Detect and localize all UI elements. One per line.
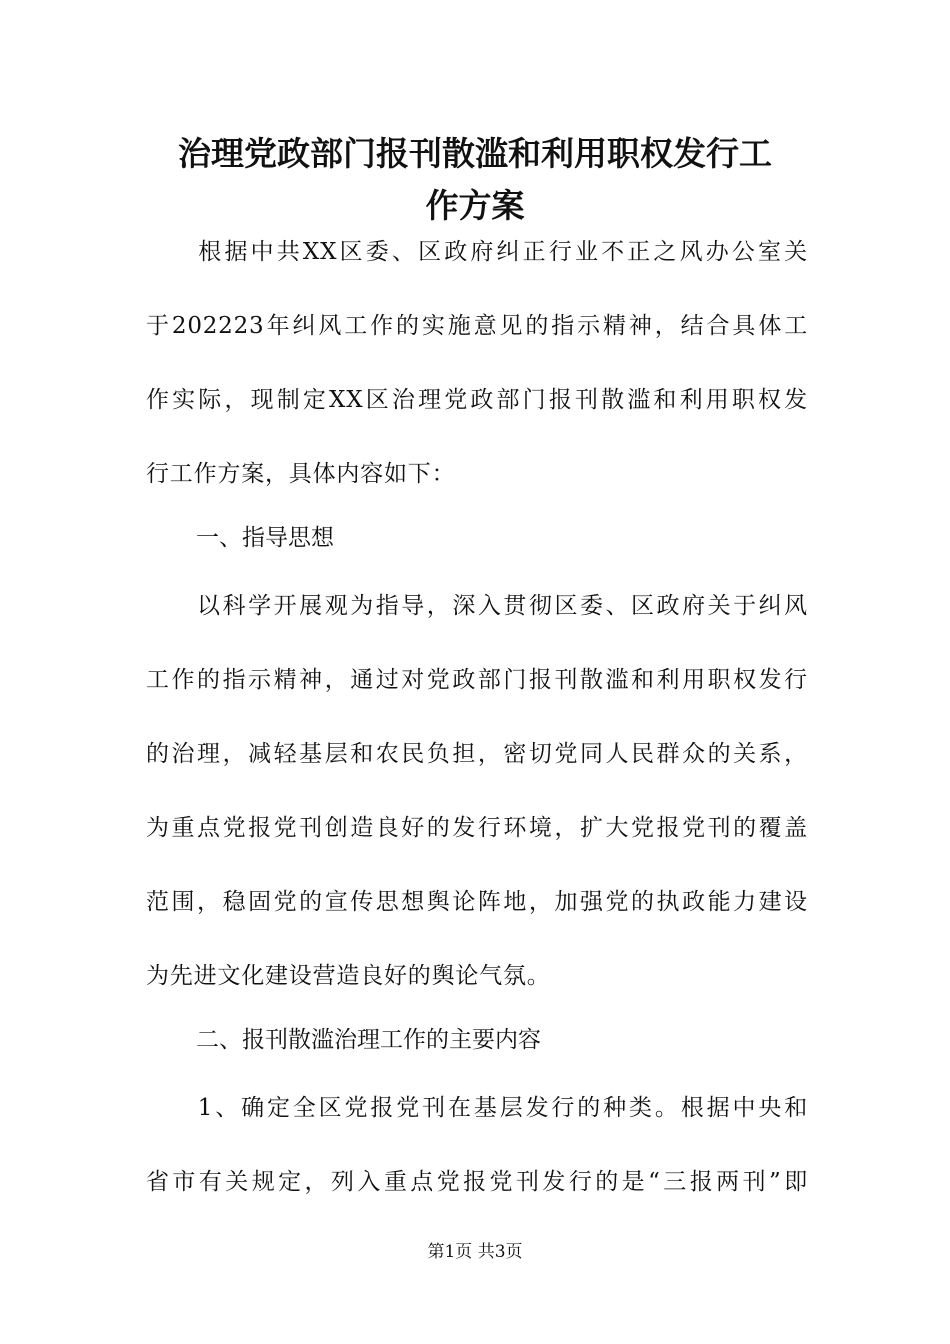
- paragraph-3-line-2: 省市有关规定，列入重点党报党刊发行的是“三报两刊”即: [146, 1169, 808, 1195]
- paragraph-1-line-3: 作实际，现制定XX区治理党政部门报刊散滥和利用职权发: [146, 387, 808, 413]
- paragraph-2-line-4: 为重点党报党刊创造良好的发行环境，扩大党报党刊的覆盖: [146, 815, 808, 841]
- title-line-1: 治理党政部门报刊散滥和利用职权发行工: [178, 134, 772, 173]
- title-line-2: 作方案: [425, 186, 525, 225]
- paragraph-1-line-4: 行工作方案，具体内容如下：: [146, 461, 456, 487]
- paragraph-2-line-2: 工作的指示精神，通过对党政部门报刊散滥和利用职权发行: [146, 667, 808, 693]
- paragraph-1-line-1: 根据中共XX区委、区政府纠正行业不正之风办公室关: [146, 239, 808, 265]
- section-heading-2: 二、报刊散滥治理工作的主要内容: [196, 1027, 541, 1053]
- document-title: [140, 128, 810, 232]
- page-footer: 第1页 共3页: [427, 1242, 523, 1262]
- paragraph-2-line-3: 的治理，减轻基层和农民负担，密切党同人民群众的关系，: [146, 741, 808, 767]
- paragraph-2-line-5: 范围，稳固党的宣传思想舆论阵地，加强党的执政能力建设: [146, 889, 808, 915]
- paragraph-3-line-1: 1、确定全区党报党刊在基层发行的种类。根据中央和: [146, 1095, 808, 1121]
- section-heading-1: 一、指导思想: [196, 525, 334, 551]
- paragraph-2-line-6: 为先进文化建设营造良好的舆论气氛。: [146, 963, 551, 989]
- paragraph-2-line-1: 以科学开展观为指导，深入贯彻区委、区政府关于纠风: [146, 593, 808, 619]
- paragraph-1-line-2: 于202223年纠风工作的实施意见的指示精神，结合具体工: [146, 313, 808, 339]
